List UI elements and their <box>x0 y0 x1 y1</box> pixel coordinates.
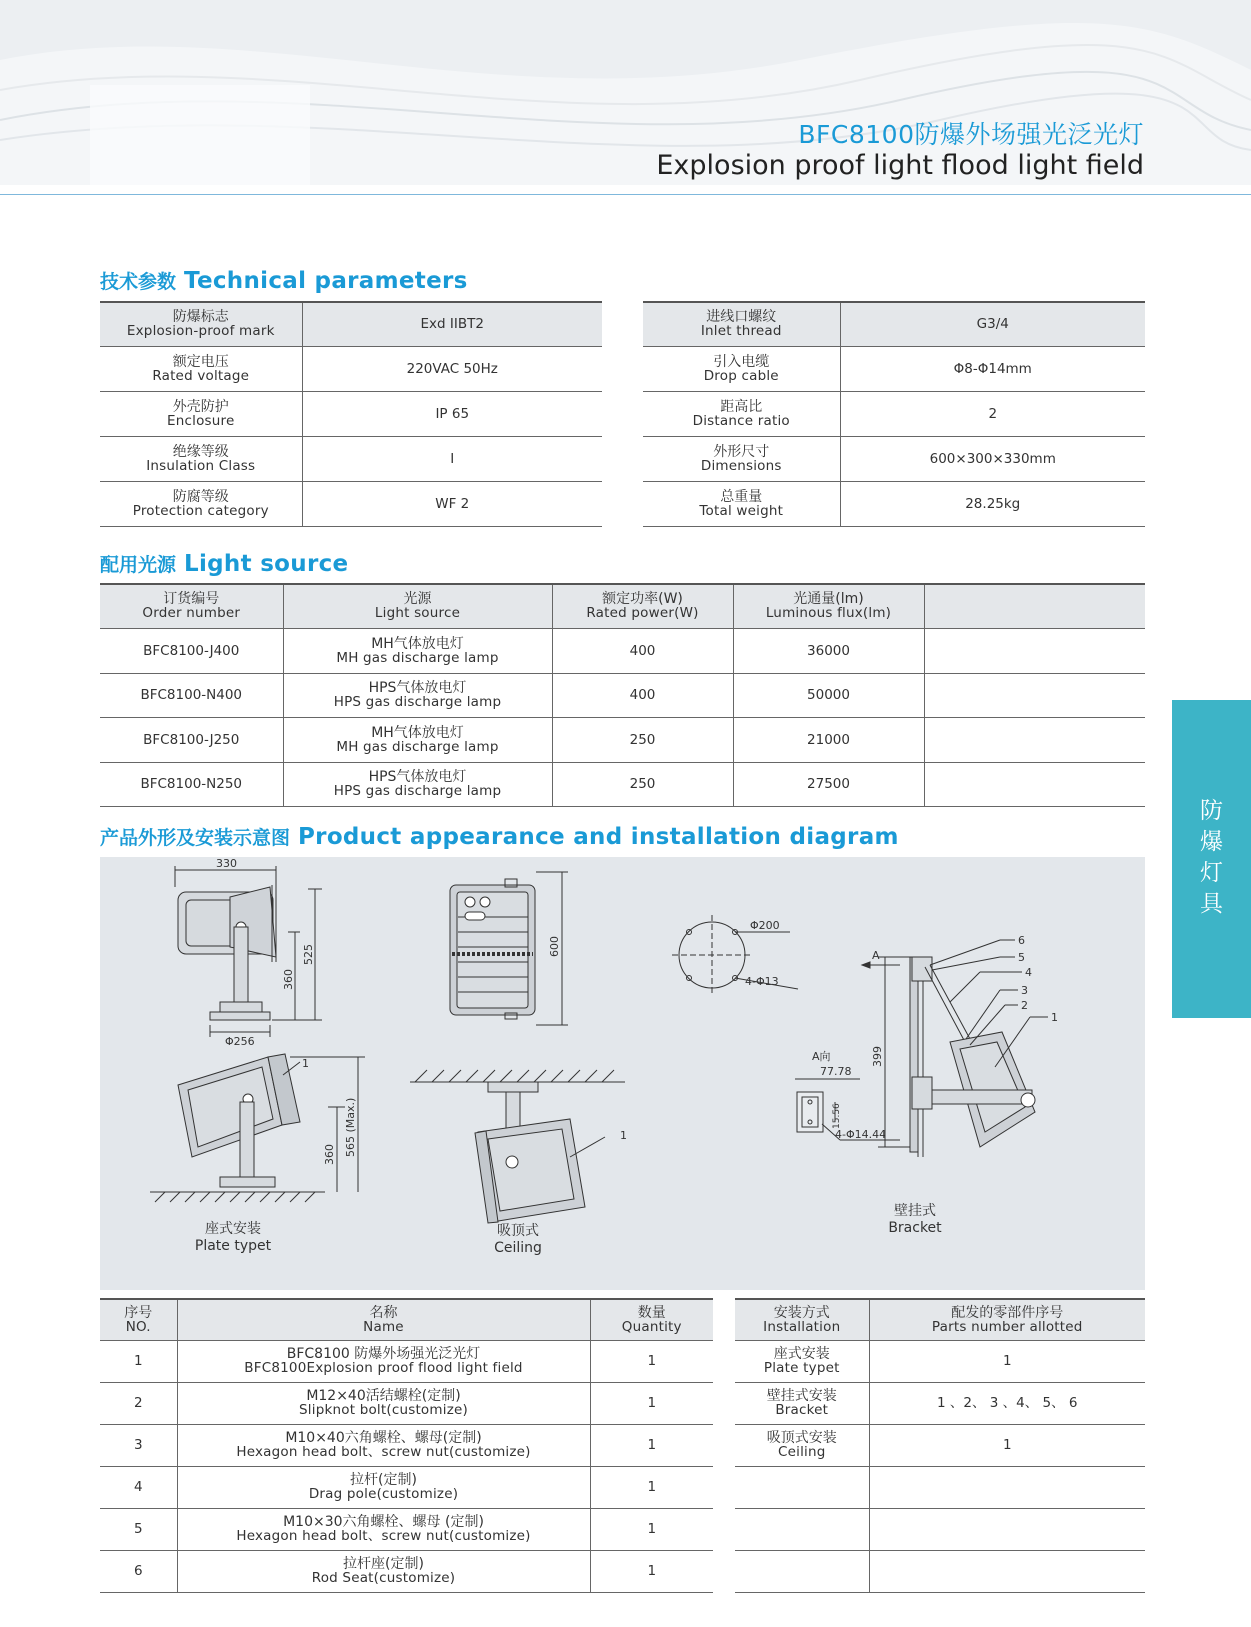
dim-360: 360 <box>282 969 295 990</box>
empty-cell <box>924 762 1145 806</box>
tech-label-cn: 防腐等级 <box>172 488 229 505</box>
part-name-en: Slipknot bolt(customize) <box>299 1402 468 1418</box>
dim-A-view: A向 <box>812 1050 831 1063</box>
table-row <box>100 1424 713 1466</box>
part-callout-1: 1 <box>302 1057 309 1070</box>
dim-600: 600 <box>548 936 561 957</box>
tech-value: Exd IIBT2 <box>302 302 602 346</box>
table-row <box>100 717 1145 762</box>
header-light-source <box>283 584 552 628</box>
table-row-empty <box>735 1466 1145 1508</box>
header-cn: 光源 <box>403 591 432 608</box>
header-quantity <box>590 1299 713 1340</box>
header-luminous-flux <box>733 584 924 628</box>
header-parts-allotted <box>869 1299 1145 1340</box>
section-heading-light-source <box>100 550 348 577</box>
part-name-en: Rod Seat(customize) <box>311 1570 456 1586</box>
section-heading-diagram <box>100 823 899 850</box>
order-number: BFC8100-N400 <box>100 673 283 717</box>
header-cn: 安装方式 <box>773 1304 830 1321</box>
tech-value: WF 2 <box>302 481 602 526</box>
luminous-flux: 27500 <box>733 762 924 806</box>
side-category-tab <box>1172 700 1251 1018</box>
tech-label-en: Rated voltage <box>152 367 250 384</box>
tech-label-cn: 防爆标志 <box>172 309 229 326</box>
tech-value: 600×300×330mm <box>840 436 1145 481</box>
part-callout-3: 3 <box>1021 984 1028 997</box>
source-en: HPS gas discharge lamp <box>333 694 502 710</box>
header-cn: 配发的零部件序号 <box>951 1304 1064 1321</box>
part-qty: 1 <box>590 1382 713 1424</box>
tech-label-cn: 引入电缆 <box>713 353 770 370</box>
part-name-en: Hexagon head bolt、screw nut(customize) <box>236 1528 531 1544</box>
section-heading-en: Product appearance and installation diagram <box>298 824 899 850</box>
tech-label <box>100 436 302 481</box>
dim-A: A <box>872 949 880 962</box>
part-callout-2: 2 <box>1021 999 1028 1012</box>
bracket-installed <box>795 934 1058 1157</box>
table-row <box>100 628 1145 673</box>
empty-cell <box>869 1466 1145 1508</box>
rated-power: 250 <box>552 717 733 762</box>
tech-label-cn: 额定电压 <box>172 353 229 370</box>
installation-type <box>735 1340 869 1382</box>
header-cn: 名称 <box>369 1304 398 1321</box>
section-heading-technical <box>100 267 468 294</box>
table-row-empty <box>735 1550 1145 1592</box>
plate-type-side-view <box>175 857 322 1048</box>
side-tab-label <box>1172 796 1251 920</box>
part-name-cn: 拉杆(定制) <box>350 1472 417 1488</box>
table-row <box>100 673 1145 717</box>
section-heading-cn: 技术参数 <box>100 271 177 293</box>
rated-power: 400 <box>552 673 733 717</box>
part-no: 3 <box>100 1424 177 1466</box>
part-name <box>177 1424 590 1466</box>
table-row <box>735 1382 1145 1424</box>
order-number: BFC8100-N250 <box>100 762 283 806</box>
part-name-cn: M12×40活结螺栓(定制) <box>306 1388 461 1404</box>
parts-table <box>100 1298 713 1593</box>
installation-type <box>735 1424 869 1466</box>
header-en: Name <box>363 1318 404 1335</box>
light-source-cell <box>283 717 552 762</box>
order-number: BFC8100-J400 <box>100 628 283 673</box>
header-rated-power <box>552 584 733 628</box>
part-no: 1 <box>100 1340 177 1382</box>
rated-power: 400 <box>552 628 733 673</box>
part-qty: 1 <box>590 1424 713 1466</box>
header-en: NO. <box>125 1318 151 1335</box>
table-row <box>100 1382 713 1424</box>
side-tab-text: 防爆灯具 <box>1200 798 1223 917</box>
source-cn: MH气体放电灯 <box>371 724 464 741</box>
header-en: Installation <box>763 1318 841 1335</box>
part-qty: 1 <box>590 1466 713 1508</box>
part-name <box>177 1508 590 1550</box>
product-title-en: Explosion proof light flood light field <box>656 150 1144 181</box>
caption-bracket-en: Bracket <box>888 1220 942 1236</box>
empty-cell <box>735 1508 869 1550</box>
plate-type-installed <box>150 1054 365 1202</box>
part-name-cn: M10×30六角螺栓、螺母 (定制) <box>283 1514 484 1530</box>
tech-label-en: Dimensions <box>700 457 782 474</box>
tech-label-en: Distance ratio <box>692 412 790 429</box>
part-qty: 1 <box>590 1550 713 1592</box>
front-view <box>450 872 568 1025</box>
tech-label <box>643 346 840 391</box>
part-no: 2 <box>100 1382 177 1424</box>
parts-allotted: 1 、2、 3 、4、 5、 6 <box>869 1382 1145 1424</box>
luminous-flux: 50000 <box>733 673 924 717</box>
part-name <box>177 1340 590 1382</box>
tech-label-cn: 进线口螺纹 <box>706 309 777 326</box>
part-name <box>177 1382 590 1424</box>
installation-cn: 吸顶式安装 <box>766 1430 837 1446</box>
light-source-cell <box>283 673 552 717</box>
tech-value: I <box>302 436 602 481</box>
header-divider <box>0 194 1251 195</box>
table-row <box>100 1340 713 1382</box>
tech-label-cn: 总重量 <box>720 488 763 505</box>
source-cn: MH气体放电灯 <box>371 635 464 652</box>
mounting-hole-pattern <box>672 915 798 995</box>
tech-label-en: Explosion-proof mark <box>126 323 275 340</box>
part-callout-1-ceiling: 1 <box>620 1129 627 1142</box>
tech-label-en: Protection category <box>132 502 269 519</box>
source-cn: HPS气体放电灯 <box>368 680 467 696</box>
tech-label-en: Enclosure <box>167 412 235 429</box>
table-row <box>100 1466 713 1508</box>
empty-cell <box>924 673 1145 717</box>
empty-cell <box>869 1508 1145 1550</box>
tech-label-cn: 距高比 <box>720 398 763 415</box>
installation-en: Bracket <box>775 1402 829 1418</box>
header-en: Light source <box>374 605 461 622</box>
header-cn: 订货编号 <box>163 591 220 608</box>
part-callout-5: 5 <box>1018 951 1025 964</box>
table-row <box>100 762 1145 806</box>
ceiling-installed <box>410 1070 627 1223</box>
product-title-cn: BFC8100防爆外场强光泛光灯 <box>798 120 1144 149</box>
caption-bracket-cn: 壁挂式 <box>894 1203 936 1219</box>
tech-value: 220VAC 50Hz <box>302 346 602 391</box>
section-heading-cn: 产品外形及安装示意图 <box>100 827 291 849</box>
header-empty <box>924 584 1145 628</box>
header-cn: 数量 <box>637 1304 666 1321</box>
tech-label-en: Inlet thread <box>700 323 782 340</box>
header-cn: 光通量(lm) <box>793 591 864 608</box>
dim-77-78: 77.78 <box>820 1065 852 1078</box>
empty-cell <box>924 628 1145 673</box>
caption-plate-cn: 座式安装 <box>205 1221 261 1237</box>
tech-label-cn: 外形尺寸 <box>713 443 770 460</box>
empty-cell <box>924 717 1145 762</box>
part-name-cn: BFC8100 防爆外场强光泛光灯 <box>286 1346 481 1362</box>
source-cn: HPS气体放电灯 <box>368 769 467 785</box>
header-order-number <box>100 584 283 628</box>
section-heading-cn: 配用光源 <box>100 554 177 576</box>
empty-cell <box>735 1466 869 1508</box>
tech-label <box>100 391 302 436</box>
dim-399: 399 <box>871 1046 884 1067</box>
installation-diagram-panel <box>100 857 1145 1290</box>
table-row <box>100 1508 713 1550</box>
part-name-cn: M10×40六角螺栓、螺母(定制) <box>285 1430 482 1446</box>
tech-value: Φ8-Φ14mm <box>840 346 1145 391</box>
empty-cell <box>735 1550 869 1592</box>
part-name <box>177 1550 590 1592</box>
parts-allotted: 1 <box>869 1340 1145 1382</box>
rated-power: 250 <box>552 762 733 806</box>
dim-4-phi14-44: 4-Φ14.44 <box>835 1128 887 1141</box>
dim-4-phi13: 4-Φ13 <box>745 975 779 988</box>
source-en: MH gas discharge lamp <box>336 649 499 666</box>
order-number: BFC8100-J250 <box>100 717 283 762</box>
tech-label-cn: 外壳防护 <box>172 398 229 415</box>
tech-label <box>643 436 840 481</box>
tech-value: 2 <box>840 391 1145 436</box>
header-en: Parts number allotted <box>931 1318 1083 1335</box>
source-en: HPS gas discharge lamp <box>333 783 502 799</box>
part-name-en: BFC8100Explosion proof flood light field <box>244 1360 523 1376</box>
installation-en: Ceiling <box>777 1444 826 1460</box>
header-en: Quantity <box>621 1318 682 1335</box>
part-name-en: Hexagon head bolt、screw nut(customize) <box>236 1444 531 1460</box>
dim-525: 525 <box>302 944 315 965</box>
header-installation <box>735 1299 869 1340</box>
dim-330: 330 <box>216 857 237 870</box>
dim-360-installed: 360 <box>323 1144 336 1165</box>
table-row <box>735 1424 1145 1466</box>
part-name-cn: 拉杆座(定制) <box>343 1556 424 1572</box>
tech-label-cn: 绝缘等级 <box>172 443 229 460</box>
tech-label <box>100 481 302 526</box>
part-callout-1-bracket: 1 <box>1051 1011 1058 1024</box>
source-en: MH gas discharge lamp <box>336 738 499 755</box>
part-callout-4: 4 <box>1025 966 1032 979</box>
part-callout-6: 6 <box>1018 934 1025 947</box>
tech-value: 28.25kg <box>840 481 1145 526</box>
dim-phi200: Φ200 <box>750 919 780 932</box>
header-name <box>177 1299 590 1340</box>
installation-table <box>735 1298 1145 1593</box>
tech-label <box>643 481 840 526</box>
tech-label-en: Total weight <box>699 502 784 519</box>
header-en: Rated power(W) <box>586 605 699 622</box>
dim-565-max: 565 (Max.) <box>344 1097 357 1157</box>
header-en: Order number <box>142 605 241 622</box>
tech-params-right-table <box>643 301 1145 527</box>
dim-15-56: 15.56 <box>832 1103 842 1129</box>
tech-label-en: Insulation Class <box>146 457 256 474</box>
light-source-cell <box>283 762 552 806</box>
installation-cn: 壁挂式安装 <box>766 1388 837 1404</box>
tech-label <box>643 391 840 436</box>
part-no: 5 <box>100 1508 177 1550</box>
tech-label <box>100 346 302 391</box>
header-no <box>100 1299 177 1340</box>
tech-label <box>643 302 840 346</box>
empty-cell <box>869 1550 1145 1592</box>
caption-plate-en: Plate typet <box>194 1238 272 1254</box>
section-heading-en: Technical parameters <box>184 268 468 294</box>
tech-label-en: Drop cable <box>703 367 779 384</box>
luminous-flux: 21000 <box>733 717 924 762</box>
installation-en: Plate typet <box>763 1360 840 1376</box>
caption-ceiling-en: Ceiling <box>494 1240 542 1256</box>
table-row <box>100 1550 713 1592</box>
tech-value: IP 65 <box>302 391 602 436</box>
part-no: 6 <box>100 1550 177 1592</box>
caption-ceiling-cn: 吸顶式 <box>497 1223 539 1239</box>
installation-cn: 座式安装 <box>773 1346 830 1362</box>
light-source-cell <box>283 628 552 673</box>
installation-diagram <box>100 857 1145 1290</box>
section-heading-en: Light source <box>184 551 349 577</box>
tech-label <box>100 302 302 346</box>
part-name <box>177 1466 590 1508</box>
part-name-en: Drag pole(customize) <box>308 1486 459 1502</box>
installation-type <box>735 1382 869 1424</box>
header-en: Luminous flux(lm) <box>765 605 892 622</box>
luminous-flux: 36000 <box>733 628 924 673</box>
parts-allotted: 1 <box>869 1424 1145 1466</box>
part-no: 4 <box>100 1466 177 1508</box>
dim-phi256: Φ256 <box>225 1035 255 1048</box>
header-cn: 额定功率(W) <box>602 591 683 608</box>
header-cn: 序号 <box>124 1304 153 1321</box>
table-row <box>735 1340 1145 1382</box>
part-qty: 1 <box>590 1340 713 1382</box>
table-row-empty <box>735 1508 1145 1550</box>
light-source-table <box>100 583 1145 807</box>
tech-params-left-table <box>100 301 602 527</box>
part-qty: 1 <box>590 1508 713 1550</box>
tech-value: G3/4 <box>840 302 1145 346</box>
